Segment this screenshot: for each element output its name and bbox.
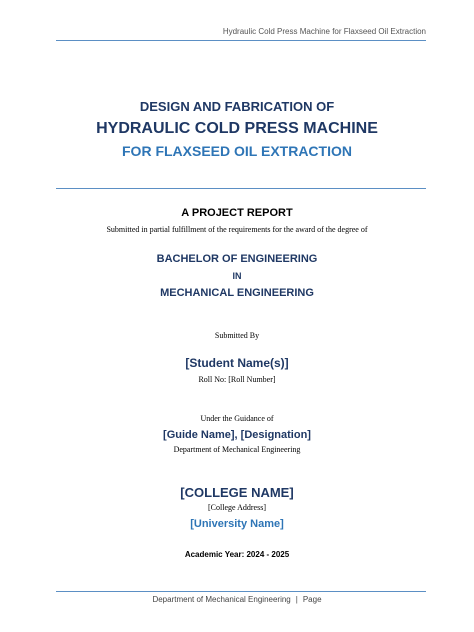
university-name: [University Name] bbox=[190, 518, 284, 530]
title-line-2: HYDRAULIC COLD PRESS MACHINE bbox=[96, 120, 378, 137]
title-rule bbox=[56, 188, 426, 189]
footer-rule bbox=[56, 591, 426, 592]
header-rule bbox=[56, 40, 426, 41]
submitted-by-label: Submitted By bbox=[214, 331, 260, 340]
footer-department: Department of Mechanical Engineering bbox=[152, 595, 291, 604]
degree-line-3: MECHANICAL ENGINEERING bbox=[160, 287, 314, 299]
title-line-3: FOR FLAXSEED OIL EXTRACTION bbox=[122, 143, 352, 159]
college-address: [College Address] bbox=[208, 503, 266, 512]
guidance-label: Under the Guidance of bbox=[200, 414, 274, 423]
report-heading: A PROJECT REPORT bbox=[181, 207, 293, 219]
page-footer bbox=[0, 595, 474, 604]
roll-number: Roll No: [Roll Number] bbox=[198, 375, 276, 384]
footer-page-label: Page bbox=[302, 595, 322, 604]
degree-line-2: IN bbox=[232, 271, 242, 281]
degree-line-1: BACHELOR OF ENGINEERING bbox=[156, 253, 318, 265]
running-header: Hydraulic Cold Press Machine for Flaxseed Oil Extraction bbox=[222, 27, 426, 36]
guide-department: Department of Mechanical Engineering bbox=[173, 445, 301, 454]
college-name: [COLLEGE NAME] bbox=[180, 485, 294, 500]
guide-name: [Guide Name], [Designation] bbox=[163, 429, 311, 441]
submission-text: Submitted in partial fulfillment of the requirements for the award of the degree of bbox=[106, 225, 368, 234]
academic-year: Academic Year: 2024 - 2025 bbox=[184, 550, 290, 559]
footer-separator: | bbox=[295, 595, 298, 604]
title-line-1: DESIGN AND FABRICATION OF bbox=[139, 99, 335, 114]
student-name: [Student Name(s)] bbox=[185, 356, 289, 370]
